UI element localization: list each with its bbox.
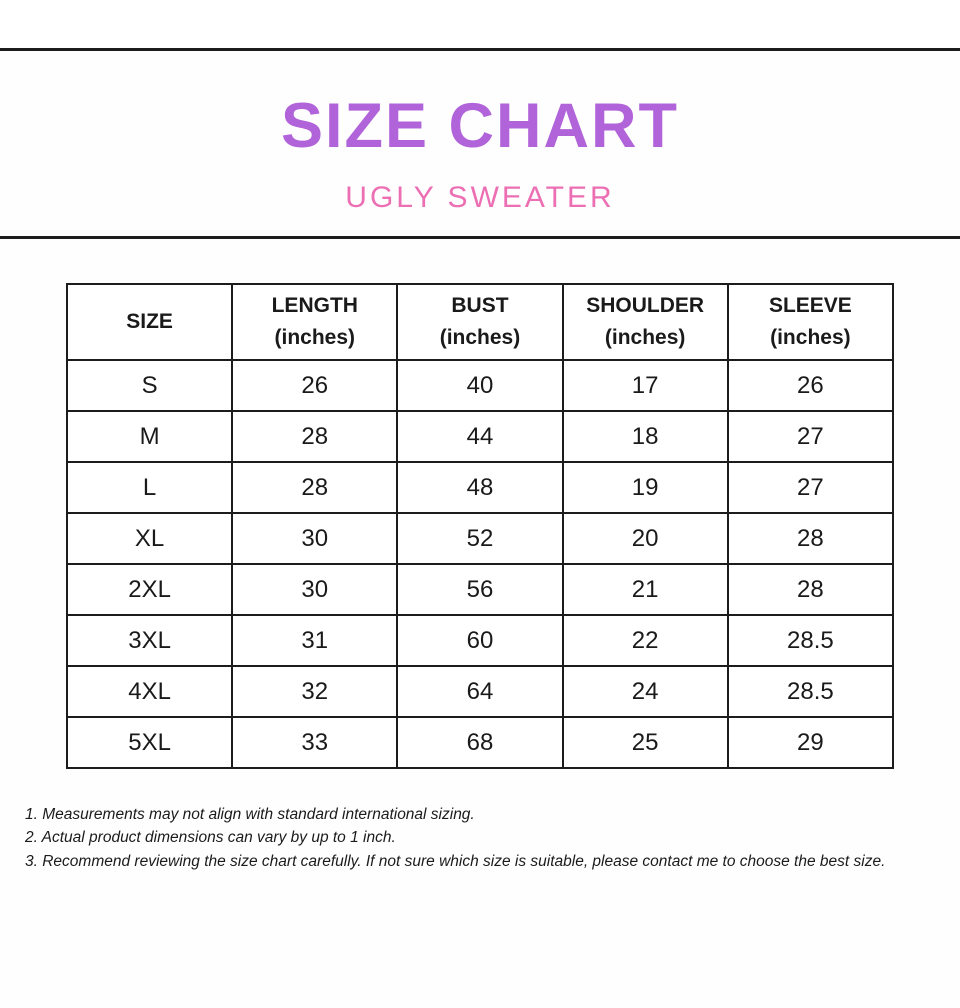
cell-length: 32 (232, 666, 397, 717)
table-row (67, 564, 893, 615)
col-header-shoulder (563, 284, 728, 360)
cell-shoulder: 17 (563, 360, 728, 411)
col-header-sleeve (728, 284, 893, 360)
cell-size: 3XL (67, 615, 232, 666)
table-row (67, 666, 893, 717)
note-line: 1. Measurements may not align with standard international sizing. (25, 806, 475, 824)
top-divider (0, 48, 960, 51)
note-line: 2. Actual product dimensions can vary by up to 1 inch. (25, 829, 396, 847)
cell-length: 30 (232, 513, 397, 564)
page-subtitle: UGLY SWEATER (345, 181, 615, 215)
cell-bust: 48 (397, 462, 562, 513)
table-row (67, 360, 893, 411)
size-table-body (67, 360, 893, 768)
cell-sleeve: 28.5 (728, 666, 893, 717)
table-row (67, 615, 893, 666)
cell-length: 26 (232, 360, 397, 411)
cell-bust: 52 (397, 513, 562, 564)
col-header-bust (397, 284, 562, 360)
cell-shoulder: 20 (563, 513, 728, 564)
page-title: SIZE CHART (281, 91, 679, 161)
col-header-length (232, 284, 397, 360)
col-unit: (inches) (604, 326, 686, 350)
col-unit: (inches) (770, 326, 851, 350)
cell-bust: 56 (397, 564, 562, 615)
col-header-size (67, 284, 232, 360)
cell-size: 2XL (67, 564, 232, 615)
cell-size: XL (67, 513, 232, 564)
cell-bust: 60 (397, 615, 562, 666)
cell-size: 5XL (67, 717, 232, 768)
table-row (67, 462, 893, 513)
cell-sleeve: 26 (728, 360, 893, 411)
cell-bust: 68 (397, 717, 562, 768)
cell-sleeve: 28 (728, 564, 893, 615)
col-unit: (inches) (274, 326, 356, 350)
col-unit: (inches) (439, 326, 521, 350)
col-label: LENGTH (271, 293, 358, 317)
table-row (67, 513, 893, 564)
cell-sleeve: 27 (728, 462, 893, 513)
cell-length: 33 (232, 717, 397, 768)
notes (25, 803, 934, 873)
cell-shoulder: 19 (563, 462, 728, 513)
cell-sleeve: 28.5 (728, 615, 893, 666)
col-label: SHOULDER (586, 293, 705, 317)
size-chart-table (66, 283, 894, 769)
col-label: BUST (451, 293, 509, 317)
cell-length: 28 (232, 462, 397, 513)
cell-size: L (67, 462, 232, 513)
cell-shoulder: 25 (563, 717, 728, 768)
cell-size: M (67, 411, 232, 462)
cell-bust: 44 (397, 411, 562, 462)
cell-size: 4XL (67, 666, 232, 717)
cell-shoulder: 21 (563, 564, 728, 615)
cell-shoulder: 22 (563, 615, 728, 666)
header-divider (0, 236, 960, 239)
cell-length: 31 (232, 615, 397, 666)
cell-shoulder: 24 (563, 666, 728, 717)
cell-bust: 64 (397, 666, 562, 717)
table-row (67, 717, 893, 768)
size-table-head (67, 284, 893, 360)
note-line: 3. Recommend reviewing the size chart carefully. If not sure which size is suitable, please contact me to choose the best size. (25, 852, 886, 870)
col-label: SLEEVE (768, 293, 852, 317)
cell-sleeve: 29 (728, 717, 893, 768)
table-row (67, 411, 893, 462)
col-label: SIZE (126, 309, 173, 333)
cell-sleeve: 28 (728, 513, 893, 564)
header-row (67, 284, 893, 360)
cell-size: S (67, 360, 232, 411)
cell-bust: 40 (397, 360, 562, 411)
cell-length: 30 (232, 564, 397, 615)
cell-length: 28 (232, 411, 397, 462)
cell-sleeve: 27 (728, 411, 893, 462)
cell-shoulder: 18 (563, 411, 728, 462)
